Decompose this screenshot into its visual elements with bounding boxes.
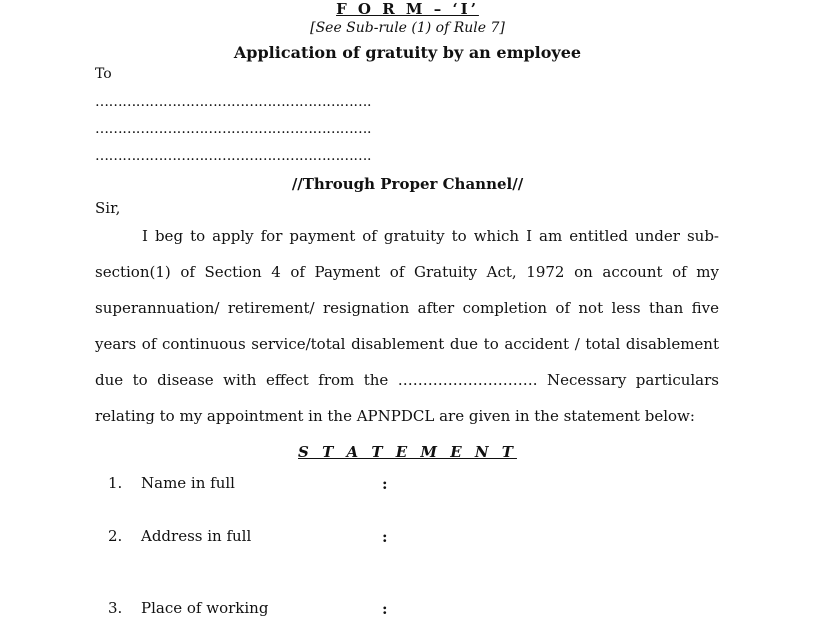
form-title: F O R M – ‘I’ — [336, 0, 479, 18]
body-line: due to disease with effect from the ………………………. Necessary particulars — [95, 371, 719, 389]
statement-item-label: Place of working — [141, 599, 269, 617]
body-line: relating to my appointment in the APNPDCL are given in the statement below: — [95, 407, 695, 425]
statement-heading: S T A T E M E N T — [298, 443, 517, 461]
body-line: superannuation/ retirement/ resignation after completion of not less than five — [95, 299, 719, 317]
subrule-reference: [See Sub-rule (1) of Rule 7] — [310, 20, 505, 36]
statement-item-label: Address in full — [141, 527, 252, 545]
statement-item-label: Name in full — [141, 474, 235, 492]
statement-item-number: 3. — [108, 599, 123, 617]
body-line: section(1) of Section 4 of Payment of Gratuity Act, 1972 on account of my — [95, 263, 719, 281]
statement-item-separator: : — [382, 528, 388, 546]
body-line: years of continuous service/total disablement due to accident / total disablement — [95, 335, 719, 353]
salutation: Sir, — [95, 199, 121, 217]
address-line-3: ……………………………………………………. — [95, 148, 372, 164]
address-line-1: ……………………………………………………. — [95, 94, 372, 110]
statement-item-separator: : — [382, 475, 388, 493]
statement-item-separator: : — [382, 600, 388, 618]
statement-item-number: 2. — [108, 527, 123, 545]
address-line-2: ……………………………………………………. — [95, 121, 372, 137]
addressee-label: To — [95, 66, 112, 82]
statement-item-number: 1. — [108, 474, 123, 492]
page-title: Application of gratuity by an employee — [233, 43, 582, 62]
proper-channel-note: //Through Proper Channel// — [291, 175, 524, 193]
body-line: I beg to apply for payment of gratuity to which I am entitled under sub- — [142, 227, 719, 245]
